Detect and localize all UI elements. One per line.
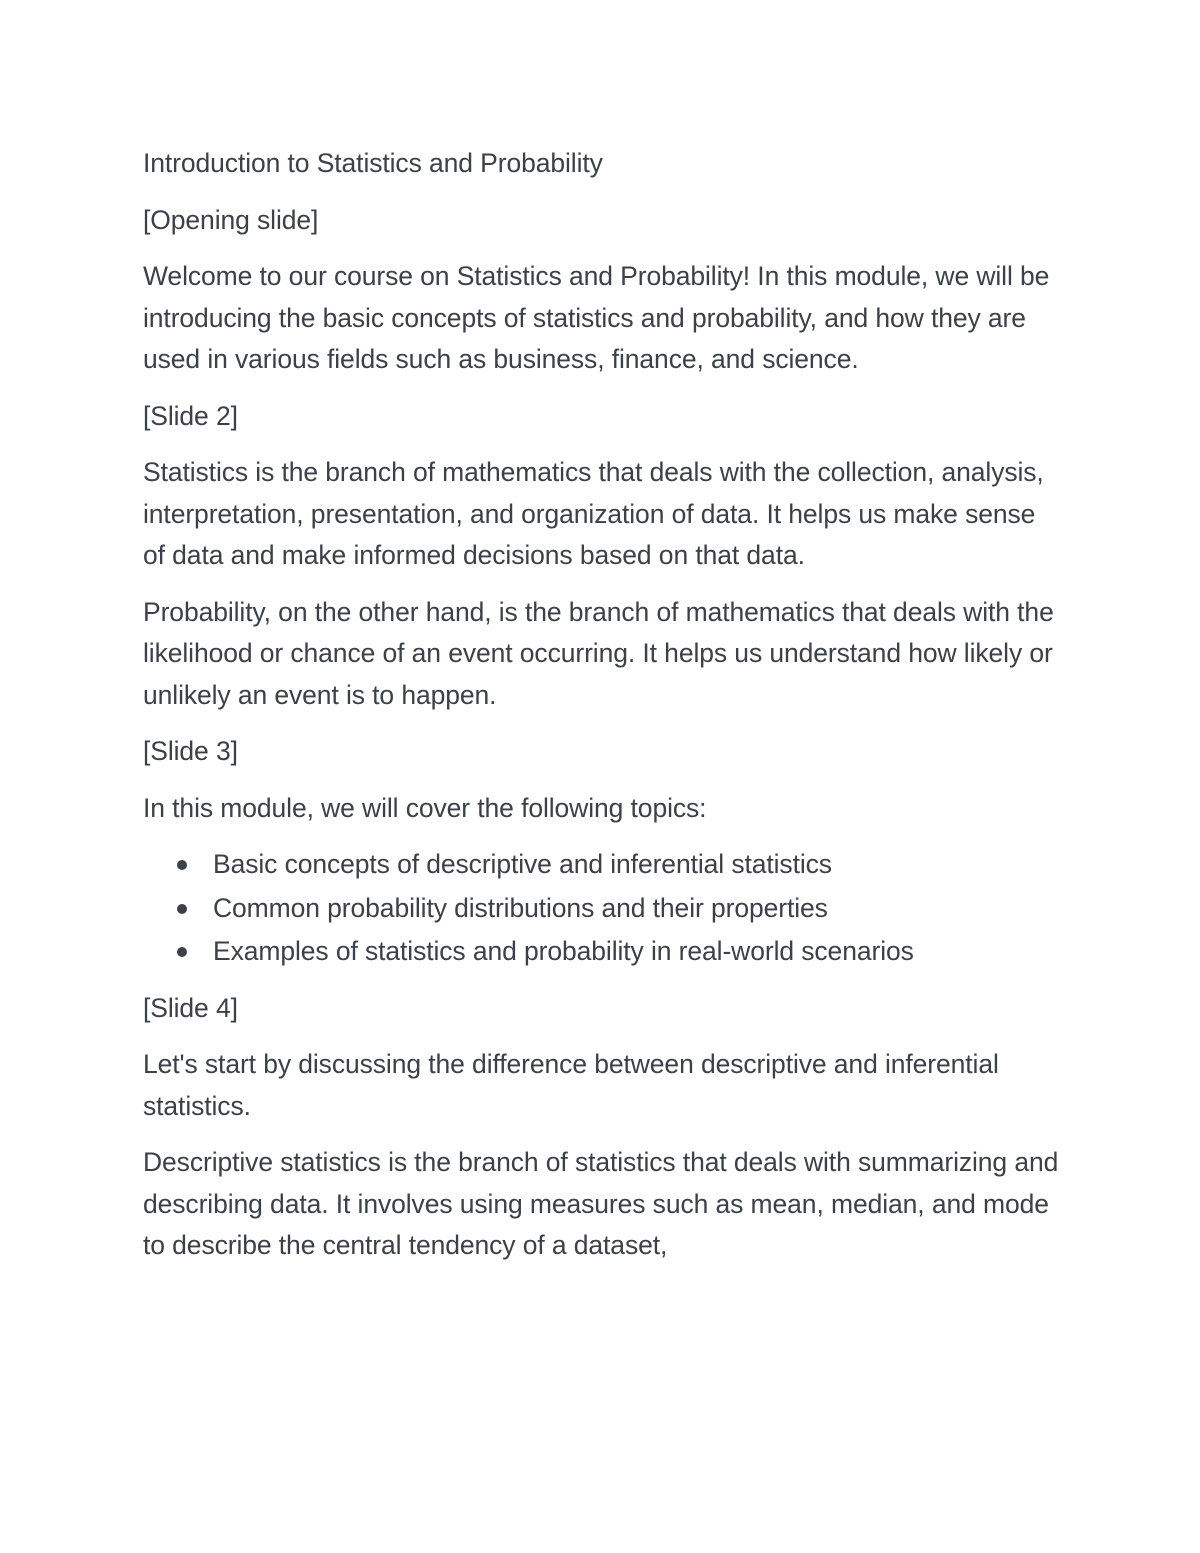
list-item-text: Basic concepts of descriptive and inferential statistics — [213, 849, 832, 879]
descriptive-statistics-paragraph: Descriptive statistics is the branch of statistics that deals with summarizing and describing data. It involves using measures such as mean, median, and mode to describe the central tendency of a dataset, — [143, 1147, 1059, 1260]
list-item — [143, 888, 1063, 930]
list-item — [143, 844, 1063, 886]
document-title: Introduction to Statistics and Probability — [143, 148, 603, 178]
list-item — [143, 931, 1063, 973]
bullet-dot-icon — [177, 860, 187, 870]
slide-marker-3: [Slide 3] — [143, 736, 238, 766]
opening-paragraph: Welcome to our course on Statistics and Probability! In this module, we will be introducing the basic concepts of statistics and probability, and how they are used in various fields such as business, finance, and science. — [143, 261, 1050, 374]
probability-definition-paragraph: Probability, on the other hand, is the branch of mathematics that deals with the likelihood or chance of an event occurring. It helps us understand how likely or unlikely an event is to happen. — [143, 596, 1054, 710]
list-item-text: Common probability distributions and their properties — [213, 892, 828, 923]
statistics-definition-paragraph: Statistics is the branch of mathematics that deals with the collection, analysis, interpretation, presentation, and organization of data. It helps us make sense of data and make informed decisions based on that data. — [143, 457, 1044, 570]
topics-list — [143, 844, 1063, 973]
list-item-text: Examples of statistics and probability in real-world scenarios — [213, 936, 914, 966]
document-body — [143, 143, 1063, 1282]
slide-marker-2: [Slide 2] — [143, 400, 238, 431]
bullet-dot-icon — [177, 947, 187, 957]
slide-marker-4: [Slide 4] — [143, 992, 238, 1023]
topics-intro-paragraph: In this module, we will cover the following topics: — [143, 792, 707, 823]
descriptive-vs-inferential-paragraph: Let's start by discussing the difference between descriptive and inferential statistics. — [143, 1049, 999, 1121]
slide-marker-opening: [Opening slide] — [143, 204, 319, 235]
bullet-dot-icon — [177, 904, 187, 914]
